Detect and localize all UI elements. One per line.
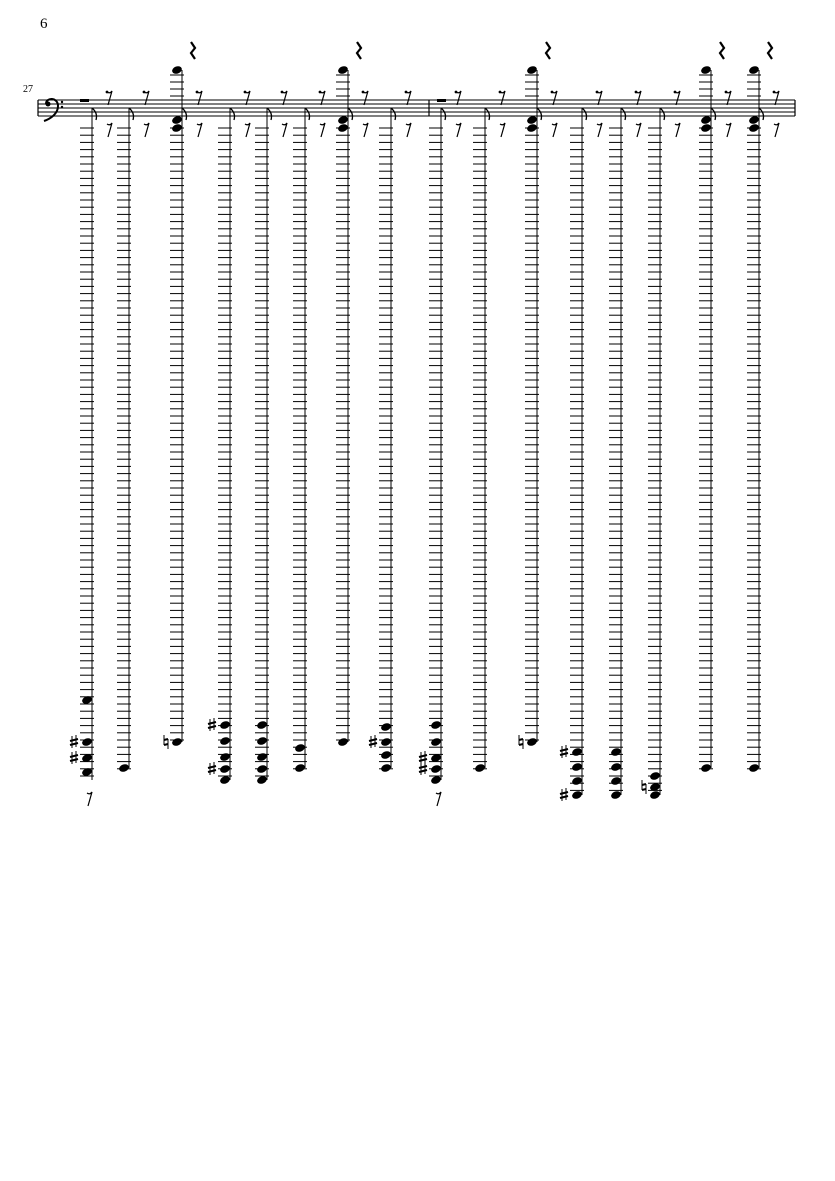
sixteenth-rest (144, 123, 149, 137)
flag (711, 108, 716, 120)
notehead (571, 762, 583, 772)
notehead (219, 736, 231, 746)
rest-dot (319, 91, 322, 94)
notehead (649, 790, 661, 800)
notehead (610, 790, 622, 800)
notehead (81, 737, 93, 747)
notehead (430, 764, 442, 774)
sharp-icon (419, 762, 427, 775)
notehead (526, 737, 538, 747)
notehead (256, 764, 268, 774)
notehead (219, 752, 231, 762)
notehead (610, 747, 622, 757)
notehead (219, 764, 231, 774)
rest-dot (405, 91, 408, 94)
flag (230, 108, 235, 120)
notehead (748, 65, 760, 75)
notehead (571, 790, 583, 800)
quarter-rest (768, 42, 772, 59)
flag (621, 108, 626, 120)
notehead (748, 123, 760, 133)
notehead (171, 65, 183, 75)
flag (305, 108, 310, 120)
natural-icon (164, 735, 168, 749)
notehead (430, 720, 442, 730)
natural-icon (519, 735, 523, 749)
notehead (748, 763, 760, 773)
flag (441, 108, 446, 120)
flag (391, 108, 396, 120)
notehead (649, 771, 661, 781)
half-rest (80, 99, 89, 102)
notehead (219, 720, 231, 730)
quarter-rest (191, 42, 195, 59)
notehead (571, 776, 583, 786)
flag (485, 108, 490, 120)
sixteenth-rest (456, 123, 461, 137)
notehead (700, 65, 712, 75)
quarter-rest (720, 42, 724, 59)
flag (660, 108, 665, 120)
notehead (294, 743, 306, 753)
notehead (171, 737, 183, 747)
flag (267, 108, 272, 120)
flag (582, 108, 587, 120)
notehead (610, 776, 622, 786)
notehead (380, 763, 392, 773)
notehead (256, 752, 268, 762)
notehead (171, 123, 183, 133)
notes (70, 65, 764, 801)
notehead (118, 763, 130, 773)
quarter-rest (546, 42, 550, 59)
flag (182, 108, 187, 120)
notehead (571, 747, 583, 757)
sixteenth-rest (436, 792, 441, 806)
rest-dot (635, 91, 638, 94)
notehead (380, 722, 392, 732)
flag (129, 108, 134, 120)
quarter-rest (357, 42, 361, 59)
notehead (474, 763, 486, 773)
notehead (337, 737, 349, 747)
notehead (294, 763, 306, 773)
sixteenth-rest (552, 123, 557, 137)
sixteenth-rest (245, 123, 250, 137)
rest-dot (499, 91, 502, 94)
flag (537, 108, 542, 120)
notehead (700, 123, 712, 133)
rest-dot (725, 91, 728, 94)
notehead (380, 750, 392, 760)
sixteenth-rest (636, 123, 641, 137)
measure-number: 27 (23, 84, 33, 95)
sixteenth-rest (597, 123, 602, 137)
notehead (700, 763, 712, 773)
rest-dot (106, 91, 109, 94)
sharp-icon (70, 751, 78, 764)
half-rest (437, 99, 446, 102)
sharp-icon (369, 735, 377, 748)
sharp-icon (208, 762, 216, 775)
sharp-icon (560, 745, 568, 758)
rest-dot (455, 91, 458, 94)
notehead (526, 65, 538, 75)
sixteenth-rest (726, 123, 731, 137)
sixteenth-rest (406, 123, 411, 137)
rest-dot (281, 91, 284, 94)
rest-dot (244, 91, 247, 94)
sharp-icon (560, 788, 568, 801)
sixteenth-rest (363, 123, 368, 137)
notehead (256, 720, 268, 730)
sixteenth-rest (197, 123, 202, 137)
notehead (337, 65, 349, 75)
sharp-icon (70, 735, 78, 748)
rest-dot (674, 91, 677, 94)
sixteenth-rest (282, 123, 287, 137)
flag (348, 108, 353, 120)
flag (92, 108, 97, 120)
natural-icon (642, 780, 646, 794)
rest-dot (551, 91, 554, 94)
sharp-icon (419, 751, 427, 764)
sixteenth-rest (774, 123, 779, 137)
sixteenth-rest (320, 123, 325, 137)
sixteenth-rest (107, 123, 112, 137)
sixteenth-rest (500, 123, 505, 137)
bass-clef-icon (44, 99, 63, 121)
rest-dot (362, 91, 365, 94)
rest-dot (596, 91, 599, 94)
sixteenth-rest (87, 792, 92, 806)
rest-dot (773, 91, 776, 94)
page-number: 6 (40, 16, 48, 32)
notehead (610, 762, 622, 772)
notehead (526, 123, 538, 133)
staff (38, 100, 795, 116)
notehead (430, 737, 442, 747)
rest-dot (143, 91, 146, 94)
notehead (256, 736, 268, 746)
notehead (380, 737, 392, 747)
sharp-icon (208, 718, 216, 731)
flag (759, 108, 764, 120)
notehead (337, 123, 349, 133)
rest-dot (196, 91, 199, 94)
sixteenth-rest (675, 123, 680, 137)
